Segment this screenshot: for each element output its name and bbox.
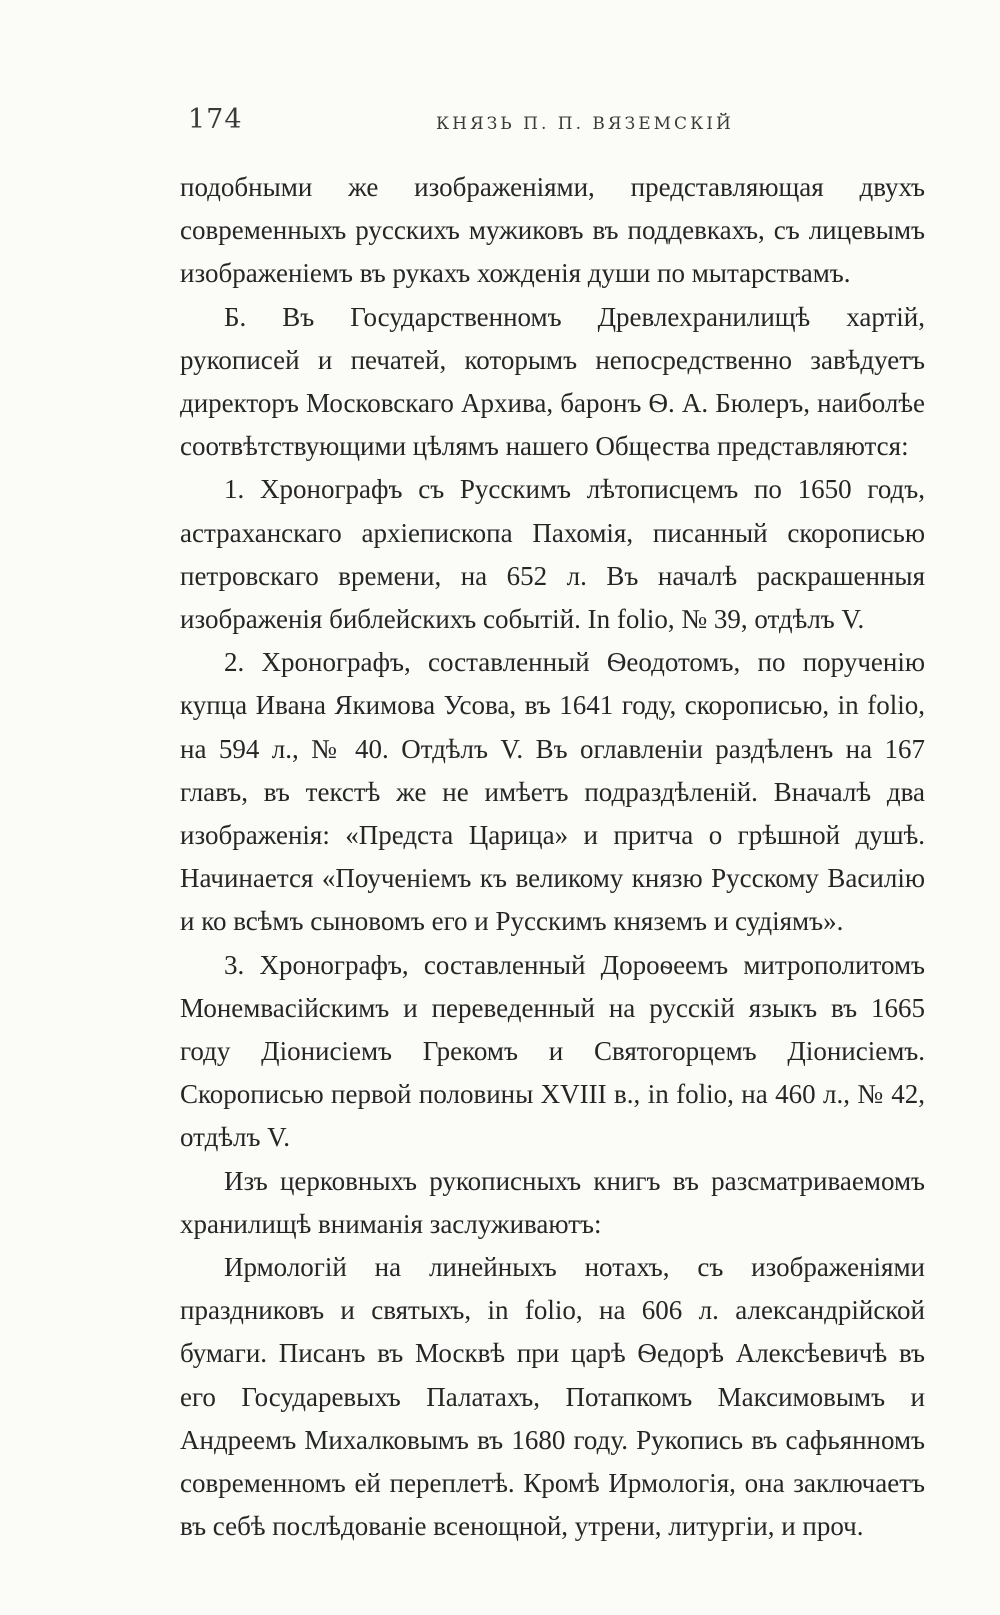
running-title: КНЯЗЬ П. П. ВЯЗЕМСКІЙ [436, 114, 734, 134]
paragraph-church-books: Изъ церковныхъ рукописныхъ книгъ въ разсматриваемомъ хранилищѣ вниманія заслуживаютъ: [180, 1165, 925, 1239]
paragraph-item-2: 2. Хронографъ, составленный Ѳеодотомъ, по порученію купца Ивана Якимова Усова, въ 1641 году, скорописью, in folio, на 594 л., № 40. Отдѣлъ V. Въ оглавленіи раздѣленъ на 167 главъ, въ текстѣ же не имѣетъ подраздѣленій. Вначалѣ два изображенія: «Предста Царица» и притча о грѣшной душѣ. Начинается «Поученіемъ къ великому князю Русскому Василію и ко всѣмъ сыновомъ его и Русскимъ княземъ и судіямъ». [180, 647, 925, 937]
page-number: 174 [188, 104, 243, 135]
paragraph-continuation: подобными же изображеніями, представляющая двухъ современныхъ русскихъ мужиковъ въ поддевкахъ, съ лицевымъ изображеніемъ въ рукахъ хожденія души по мытарствамъ. [180, 172, 925, 289]
body-text [180, 166, 925, 1549]
page-header [188, 100, 924, 140]
paragraph-item-1: 1. Хронографъ съ Русскимъ лѣтописцемъ по 1650 годъ, астраханскаго архіепископа Пахомія, писанный скорописью петровскаго времени, на 652 л. Въ началѣ раскрашенныя изображенія библейскихъ событій. In folio, № 39, отдѣлъ V. [180, 474, 925, 635]
paragraph-irmologion: Ирмологій на линейныхъ нотахъ, съ изображеніями праздниковъ и святыхъ, in folio, на 606 л. александрійской бумаги. Писанъ въ Москвѣ при царѣ Ѳедорѣ Алексѣевичѣ въ его Государевыхъ Палатахъ, Потапкомъ Максимовымъ и Андреемъ Михалковымъ въ 1680 году. Рукопись въ сафьянномъ современномъ ей переплетѣ. Кромѣ Ирмологія, она заключаетъ въ себѣ послѣдованіе всенощной, утрени, литургіи, и проч. [180, 1252, 925, 1542]
paragraph-item-3: 3. Хронографъ, составленный Дороѳеемъ митрополитомъ Монемвасійскимъ и переведенный на русскій языкъ въ 1665 году Діонисіемъ Грекомъ и Святогорцемъ Діонисіемъ. Скорописью первой половины XVIII в., in folio, на 460 л., № 42, отдѣлъ V. [180, 949, 925, 1153]
paragraph-section-b: Б. Въ Государственномъ Древлехранилищѣ хартій, рукописей и печатей, которымъ непосредственно завѣдуетъ директоръ Московскаго Архива, баронъ Ѳ. А. Бюлеръ, наиболѣе соотвѣтствующими цѣлямъ нашего Общества представляются: [180, 301, 925, 462]
